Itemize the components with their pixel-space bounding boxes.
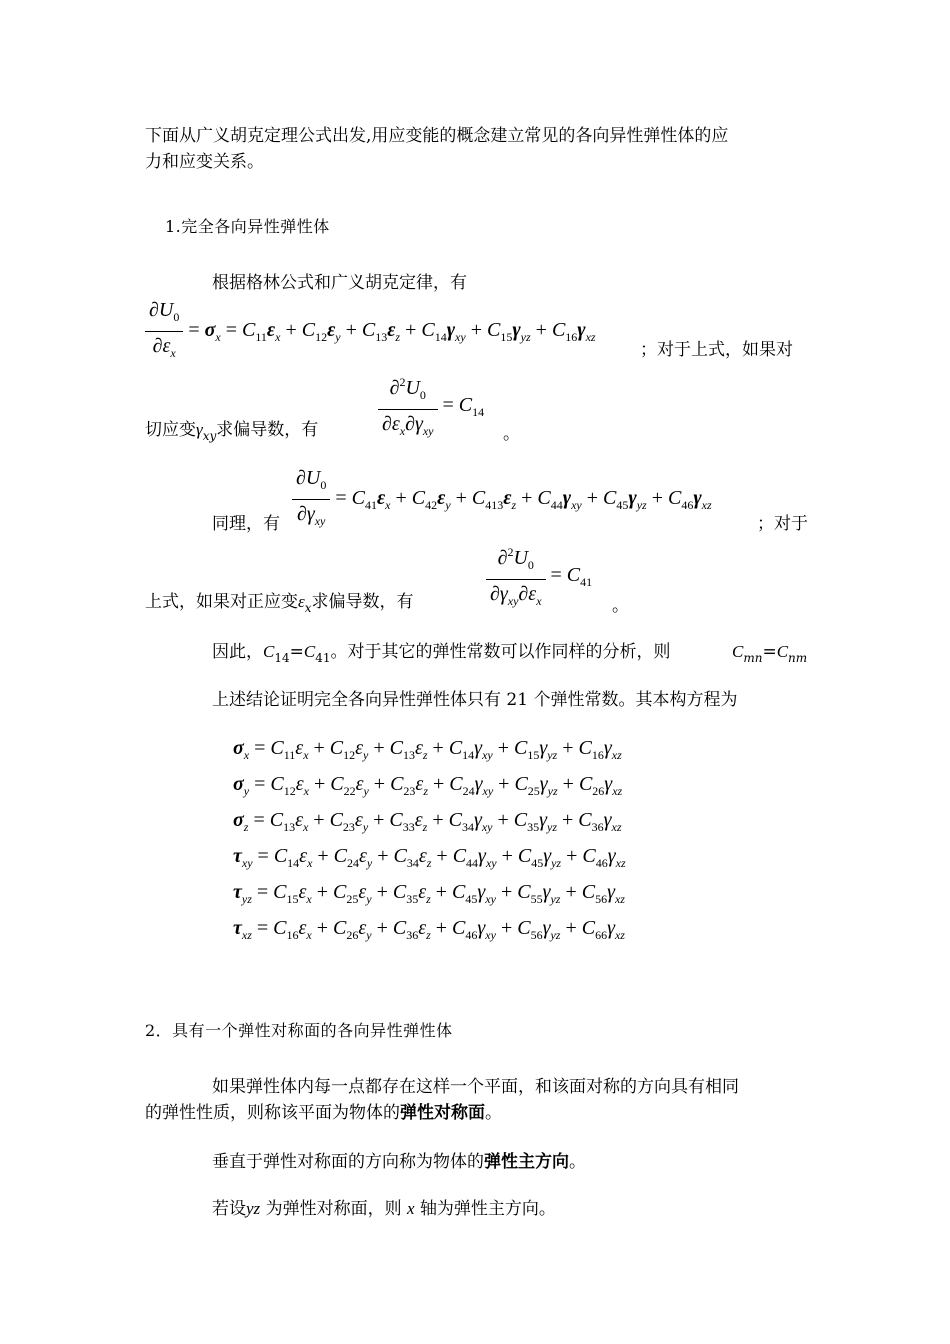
equation-term: $C_{11}\varepsilon_x$ — [242, 319, 281, 345]
constitutive-row: $\sigma_z = C_{13}\varepsilon_x + C_{23}\varepsilon_y + C_{33}\varepsilon_z + C_{34}\gamma_{xy} + C_{35}\gamma_{yz} + C_{36}\gamma_{xz}$ — [233, 809, 622, 834]
equation-term: $C_{42}\varepsilon_y$ — [411, 487, 451, 513]
equation-term: $C_{26}\gamma_{xz}$ — [578, 773, 623, 798]
constitutive-row: $\sigma_y = C_{12}\varepsilon_x + C_{22}\varepsilon_y + C_{23}\varepsilon_z + C_{24}\gamma_{xy} + C_{25}\gamma_{yz} + C_{26}\gamma_{xz}$ — [233, 773, 623, 798]
after-eq3-text: ；对于 — [757, 514, 808, 534]
eq3-terms: $C_{41}\varepsilon_x + C_{42}\varepsilon_y + C_{413}\varepsilon_z + C_{44}\gamma_{xy} + C_{45}\gamma_{yz} + C_{46}\gamma_{xz}$ — [351, 487, 712, 513]
equation-term: $C_{23}\varepsilon_y$ — [329, 809, 369, 834]
shear-sentence: 切应变$\gamma_{xy}$求偏导数，有 — [145, 420, 319, 443]
cmn-equals-cnm: $C_{mn}=C_{nm}$ — [732, 642, 808, 665]
term-elastic-symmetry-plane: 弹性对称面 — [400, 1103, 485, 1123]
equation-term: $C_{33}\varepsilon_z$ — [389, 809, 428, 834]
eq1-terms: $C_{11}\varepsilon_x + C_{12}\varepsilon_y + C_{13}\varepsilon_z + C_{14}\gamma_{xy} + C_{15}\gamma_{yz} + C_{16}\gamma_{xz}$ — [242, 319, 596, 345]
equation-term: $C_{45}\gamma_{xy}$ — [452, 881, 496, 906]
equation-term: $C_{13}\varepsilon_z$ — [361, 319, 401, 345]
equation-term: $C_{44}\gamma_{xy}$ — [537, 487, 582, 513]
section-2-p3: 若设yz 为弹性对称面，则 x 轴为弹性主方向。 — [212, 1199, 556, 1219]
equation-3: $\frac{\partial U_0}{\partial\gamma_{xy}}$ = $C_{41}\varepsilon_x + C_{42}\varepsilon_y + C_{413}\varepsilon_z + C_{44}\gamma_{xy} + C_{45}\gamma_{yz} + C_{46}\gamma_{xz}$ — [292, 466, 712, 533]
equation-term: $C_{25}\gamma_{yz}$ — [514, 773, 558, 798]
equation-term: $C_{12}\varepsilon_y$ — [329, 737, 369, 762]
equation-4: $\frac{\partial^2U_0}{\partial\gamma_{xy}\partial\varepsilon_x}$ = $C_{41}$ — [486, 540, 592, 613]
eq1-fraction: $\frac{\partial U_0}{\partial\varepsilon_x}$ — [145, 298, 183, 365]
section-2-p2: 垂直于弹性对称面的方向称为物体的弹性主方向。 — [212, 1152, 586, 1172]
constitutive-equations — [233, 730, 626, 946]
equation-term: $C_{14}\gamma_{xy}$ — [448, 737, 493, 762]
equation-term: $C_{413}\varepsilon_z$ — [471, 487, 517, 513]
equation-term: $C_{56}\gamma_{xz}$ — [581, 881, 625, 906]
equation-1: $\frac{\partial U_0}{\partial\varepsilon_x}$ = $\sigma_x = C_{11}\varepsilon_x + C_{12}\varepsilon_y + C_{13}\varepsilon_z + C_{14}\gamma_{xy} + C_{15}\gamma_{yz} + C_{16}\gamma_{xz}$ — [145, 298, 596, 365]
equation-term: $C_{14}\varepsilon_x$ — [273, 845, 313, 870]
equation-term: $C_{13}\varepsilon_x$ — [269, 809, 309, 834]
similarly-text: 同理，有 — [212, 514, 280, 534]
equation-term: $C_{34}\gamma_{xy}$ — [448, 809, 493, 834]
equation-term: $C_{16}\gamma_{xz}$ — [578, 737, 622, 762]
term-principal-direction: 弹性主方向 — [484, 1152, 569, 1172]
equation-term: $C_{12}\varepsilon_x$ — [270, 773, 309, 798]
equation-term: $C_{45}\gamma_{yz}$ — [603, 487, 647, 513]
equation-term: $C_{25}\varepsilon_y$ — [333, 881, 372, 906]
equation-term: $C_{46}\gamma_{xz}$ — [582, 845, 626, 870]
equation-term: $C_{56}\gamma_{yz}$ — [517, 917, 561, 942]
equation-term: $C_{35}\varepsilon_z$ — [392, 881, 431, 906]
equation-term: $C_{14}\gamma_{xy}$ — [421, 319, 466, 345]
equation-term: $C_{55}\gamma_{yz}$ — [517, 881, 561, 906]
equation-term: $C_{22}\varepsilon_y$ — [330, 773, 369, 798]
equation-term: $C_{12}\varepsilon_y$ — [301, 319, 341, 345]
equation-term: $C_{15}\gamma_{yz}$ — [486, 319, 531, 345]
equation-term: $C_{16}\gamma_{xz}$ — [551, 319, 596, 345]
equation-term: $C_{35}\gamma_{yz}$ — [513, 809, 558, 834]
eq4-period: 。 — [612, 596, 629, 616]
equation-term: $C_{46}\gamma_{xz}$ — [667, 487, 712, 513]
section-1-lead: 根据格林公式和广义胡克定律，有 — [212, 273, 467, 293]
constitutive-row: $\tau_{xy} = C_{14}\varepsilon_x + C_{24}\varepsilon_y + C_{34}\varepsilon_z + C_{44}\gamma_{xy} + C_{45}\gamma_{yz} + C_{46}\gamma_{xz}$ — [233, 845, 626, 870]
equation-term: $C_{66}\gamma_{xz}$ — [581, 917, 625, 942]
equation-term: $C_{36}\varepsilon_z$ — [392, 917, 431, 942]
intro-line-1: 下面从广义胡克定理公式出发,用应变能的概念建立常见的各向异性弹性体的应 — [145, 126, 729, 146]
equation-term: $C_{26}\varepsilon_y$ — [333, 917, 372, 942]
intro-line-2: 力和应变关系。 — [145, 152, 264, 172]
summary-line: 上述结论证明完全各向异性弹性体只有 21 个弹性常数。其本构方程为 — [212, 690, 738, 710]
conclusion-line: 因此，$C_{14}=C_{41}$。对于其它的弹性常数可以作同样的分析，则 — [212, 642, 671, 665]
equation-term: $C_{13}\varepsilon_z$ — [389, 737, 428, 762]
equation-term: $C_{24}\varepsilon_y$ — [333, 845, 373, 870]
equation-term: $C_{36}\gamma_{xz}$ — [578, 809, 622, 834]
constitutive-row: $\tau_{yz} = C_{15}\varepsilon_x + C_{25}\varepsilon_y + C_{35}\varepsilon_z + C_{45}\gamma_{xy} + C_{55}\gamma_{yz} + C_{56}\gamma_{xz}$ — [233, 881, 625, 906]
equation-term: $C_{15}\gamma_{yz}$ — [514, 737, 558, 762]
section-1-heading: 1.完全各向异性弹性体 — [165, 217, 330, 236]
section-2-p1-line2: 的弹性性质，则称该平面为物体的弹性对称面。 — [145, 1103, 502, 1123]
equation-term: $C_{46}\gamma_{xy}$ — [452, 917, 496, 942]
constitutive-row: $\sigma_x = C_{11}\varepsilon_x + C_{12}\varepsilon_y + C_{13}\varepsilon_z + C_{14}\gamma_{xy} + C_{15}\gamma_{yz} + C_{16}\gamma_{xz}$ — [233, 737, 622, 762]
equation-term: $C_{45}\gamma_{yz}$ — [517, 845, 562, 870]
equation-term: $C_{11}\varepsilon_x$ — [270, 737, 309, 762]
section-2-heading: 2．具有一个弹性对称面的各向异性弹性体 — [145, 1021, 453, 1040]
constitutive-row: $\tau_{xz} = C_{16}\varepsilon_x + C_{26}\varepsilon_y + C_{36}\varepsilon_z + C_{46}\gamma_{xy} + C_{56}\gamma_{yz} + C_{66}\gamma_{xz}$ — [233, 917, 625, 942]
normal-sentence: 上式，如果对正应变$\varepsilon_x$求偏导数，有 — [145, 592, 414, 615]
equation-2: $\frac{\partial^2U_0}{\partial\varepsilon_x\partial\gamma_{xy}}$ = $C_{14}$ — [378, 370, 484, 443]
equation-term: $C_{15}\varepsilon_x$ — [273, 881, 312, 906]
section-2-p1-line1: 如果弹性体内每一点都存在这样一个平面，和该面对称的方向具有相同 — [212, 1077, 739, 1097]
after-eq1-text: ；对于上式，如果对 — [640, 340, 793, 360]
equation-term: $C_{41}\varepsilon_x$ — [351, 487, 391, 513]
equation-term: $C_{24}\gamma_{xy}$ — [449, 773, 494, 798]
eq2-period: 。 — [503, 424, 520, 444]
equation-term: $C_{16}\varepsilon_x$ — [273, 917, 312, 942]
equation-term: $C_{44}\gamma_{xy}$ — [452, 845, 497, 870]
equation-term: $C_{23}\varepsilon_z$ — [390, 773, 428, 798]
equation-term: $C_{34}\varepsilon_z$ — [393, 845, 432, 870]
